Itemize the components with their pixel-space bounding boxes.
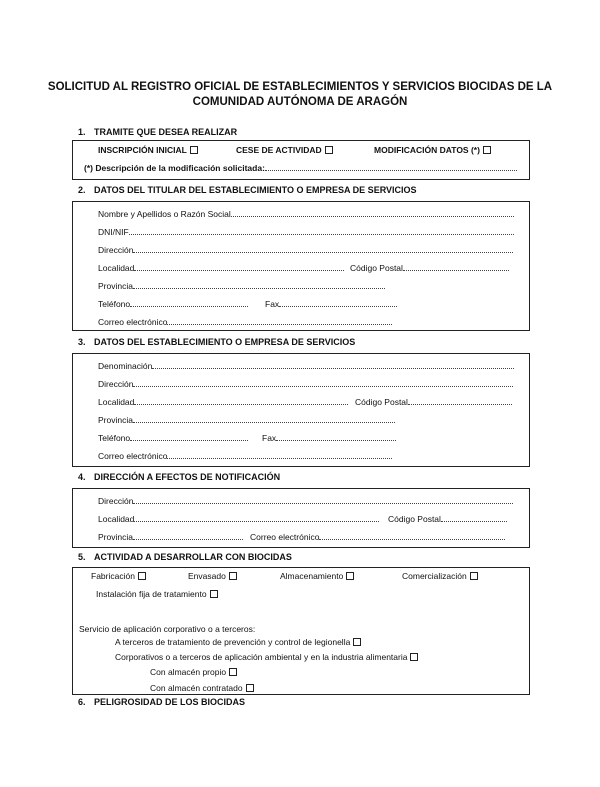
s4-cp-label: Código Postal <box>388 514 441 524</box>
s3-row-telefono <box>98 433 248 443</box>
s2-row-fax <box>265 299 397 309</box>
terceros-legionella-label: A terceros de tratamiento de prevención y control de legionella <box>115 637 351 647</box>
s2-dni-label: DNI/NIF <box>98 227 129 237</box>
s2-correo-label: Correo electrónico <box>98 317 168 327</box>
section-6-title: PELIGROSIDAD DE LOS BIOCIDAS <box>94 697 246 707</box>
checkbox-comercializacion[interactable] <box>470 572 478 580</box>
checkbox-modificacion[interactable] <box>483 146 491 154</box>
s2-direccion-label: Dirección <box>98 245 134 255</box>
section-6-number: 6. <box>78 697 86 707</box>
checkbox-almacen-propio[interactable] <box>229 668 237 676</box>
section-4-number: 4. <box>78 472 86 482</box>
checkbox-cese[interactable] <box>325 146 333 154</box>
s3-localidad-field[interactable] <box>134 397 348 405</box>
almacenamiento-label: Almacenamiento <box>280 571 344 581</box>
checkbox-instalacion-fija[interactable] <box>210 590 218 598</box>
section-4-title: DIRECCIÓN A EFECTOS DE NOTIFICACIÓN <box>94 472 281 482</box>
s3-row-direccion <box>98 379 513 389</box>
option-almacenamiento[interactable] <box>280 571 354 581</box>
s2-provincia-label: Provincia <box>98 281 133 291</box>
section-5-title: ACTIVIDAD A DESARROLLAR CON BIOCIDAS <box>94 552 292 562</box>
s3-row-cp <box>355 397 512 407</box>
s3-provincia-label: Provincia <box>98 415 133 425</box>
option-cese-label: CESE DE ACTIVIDAD <box>236 145 322 155</box>
s3-direccion-field[interactable] <box>133 379 513 387</box>
checkbox-almacen-contratado[interactable] <box>246 684 254 692</box>
s3-telefono-label: Teléfono <box>98 433 131 443</box>
almacen-contratado-label: Con almacén contratado <box>150 683 243 693</box>
s2-cp-label: Código Postal <box>350 263 403 273</box>
s2-row-cp <box>350 263 509 273</box>
s3-telefono-field[interactable] <box>130 433 248 441</box>
s4-direccion-field[interactable] <box>133 496 513 504</box>
checkbox-envasado[interactable] <box>229 572 237 580</box>
section-2-number: 2. <box>78 185 86 195</box>
s2-row-localidad <box>98 263 344 273</box>
option-fabricacion[interactable] <box>91 571 146 581</box>
option-almacen-contratado[interactable] <box>150 683 254 693</box>
s4-provincia-field[interactable] <box>133 532 243 540</box>
s2-nombre-field[interactable] <box>231 209 514 217</box>
checkbox-terceros-legionella[interactable] <box>353 638 361 646</box>
s2-fax-field[interactable] <box>279 299 397 307</box>
s3-fax-label: Fax <box>262 433 277 443</box>
s2-direccion-field[interactable] <box>133 245 513 253</box>
modificacion-description-field[interactable] <box>265 163 517 171</box>
s4-row-provincia <box>98 532 243 542</box>
s3-cp-label: Código Postal <box>355 397 408 407</box>
s2-row-direccion <box>98 245 513 255</box>
envasado-label: Envasado <box>188 571 226 581</box>
checkbox-inscripcion[interactable] <box>190 146 198 154</box>
comercializacion-label: Comercialización <box>402 571 467 581</box>
s2-row-dni <box>98 227 514 237</box>
s2-localidad-label: Localidad <box>98 263 135 273</box>
section-2-title: DATOS DEL TITULAR DEL ESTABLECIMIENTO O EMPRESA DE SERVICIOS <box>94 185 417 195</box>
option-inscripcion-label: INSCRIPCIÓN INICIAL <box>98 145 187 155</box>
option-modificacion-label: MODIFICACIÓN DATOS (*) <box>374 145 480 155</box>
fabricacion-label: Fabricación <box>91 571 135 581</box>
option-almacen-propio[interactable] <box>150 667 237 677</box>
s3-row-localidad <box>98 397 348 407</box>
checkbox-almacenamiento[interactable] <box>346 572 354 580</box>
s4-row-localidad <box>98 514 379 524</box>
s3-provincia-field[interactable] <box>133 415 395 423</box>
s3-row-provincia <box>98 415 395 425</box>
s4-localidad-field[interactable] <box>134 514 379 522</box>
s2-telefono-field[interactable] <box>130 299 248 307</box>
s4-correo-label: Correo electrónico <box>250 532 320 542</box>
section-1-title: TRAMITE QUE DESEA REALIZAR <box>94 127 238 137</box>
s3-denominacion-field[interactable] <box>152 361 514 369</box>
form-title-line2: COMUNIDAD AUTÓNOMA DE ARAGÓN <box>192 96 408 108</box>
s2-cp-field[interactable] <box>403 263 509 271</box>
instalacion-fija-label: Instalación fija de tratamiento <box>96 589 207 599</box>
s4-direccion-label: Dirección <box>98 496 134 506</box>
servicio-aplicacion-label: Servicio de aplicación corporativo o a terceros: <box>79 624 256 634</box>
modificacion-description-label: (*) Descripción de la modificación solicitada: <box>84 163 265 173</box>
s2-dni-field[interactable] <box>129 227 514 235</box>
s4-row-correo <box>250 532 505 542</box>
form-title-line1: SOLICITUD AL REGISTRO OFICIAL DE ESTABLECIMIENTOS Y SERVICIOS BIOCIDAS DE LA <box>47 81 553 93</box>
s3-denominacion-label: Denominación <box>98 361 153 371</box>
s3-localidad-label: Localidad <box>98 397 135 407</box>
corporativos-ambiental-label: Corporativos o a terceros de aplicación ambiental y en la industria alimentaria <box>115 652 408 662</box>
option-modificacion-datos[interactable] <box>374 145 491 155</box>
s4-localidad-label: Localidad <box>98 514 135 524</box>
option-instalacion-fija[interactable] <box>96 589 218 599</box>
section-3-number: 3. <box>78 337 86 347</box>
s3-cp-field[interactable] <box>408 397 512 405</box>
s4-cp-field[interactable] <box>441 514 507 522</box>
s4-row-cp <box>388 514 507 524</box>
s3-row-denominacion <box>98 361 514 371</box>
s2-row-correo <box>98 317 392 327</box>
s2-nombre-label: Nombre y Apellidos o Razón Social <box>98 209 231 219</box>
section-1-number: 1. <box>78 127 86 137</box>
s3-direccion-label: Dirección <box>98 379 134 389</box>
section-5-number: 5. <box>78 552 86 562</box>
s2-row-nombre <box>98 209 514 219</box>
option-corporativos-ambiental[interactable] <box>115 652 418 662</box>
option-envasado[interactable] <box>188 571 237 581</box>
section-3-title: DATOS DEL ESTABLECIMIENTO O EMPRESA DE SERVICIOS <box>94 337 356 347</box>
s2-fax-label: Fax <box>265 299 280 309</box>
option-comercializacion[interactable] <box>402 571 478 581</box>
s4-row-direccion <box>98 496 513 506</box>
s2-correo-field[interactable] <box>167 317 392 325</box>
s2-localidad-field[interactable] <box>134 263 344 271</box>
s3-fax-field[interactable] <box>276 433 396 441</box>
checkbox-fabricacion[interactable] <box>138 572 146 580</box>
s3-row-fax <box>262 433 396 443</box>
option-inscripcion-inicial[interactable] <box>98 145 198 155</box>
checkbox-corporativos-ambiental[interactable] <box>410 653 418 661</box>
modificacion-description-row <box>84 163 517 173</box>
s2-provincia-field[interactable] <box>133 281 385 289</box>
s4-correo-field[interactable] <box>319 532 505 540</box>
s2-row-telefono <box>98 299 248 309</box>
option-terceros-legionella[interactable] <box>115 637 361 647</box>
s2-row-provincia <box>98 281 385 291</box>
s2-telefono-label: Teléfono <box>98 299 131 309</box>
almacen-propio-label: Con almacén propio <box>150 667 227 677</box>
option-cese-actividad[interactable] <box>236 145 333 155</box>
s3-row-correo <box>98 451 392 461</box>
s3-correo-field[interactable] <box>167 451 392 459</box>
s3-correo-label: Correo electrónico <box>98 451 168 461</box>
s4-provincia-label: Provincia <box>98 532 133 542</box>
